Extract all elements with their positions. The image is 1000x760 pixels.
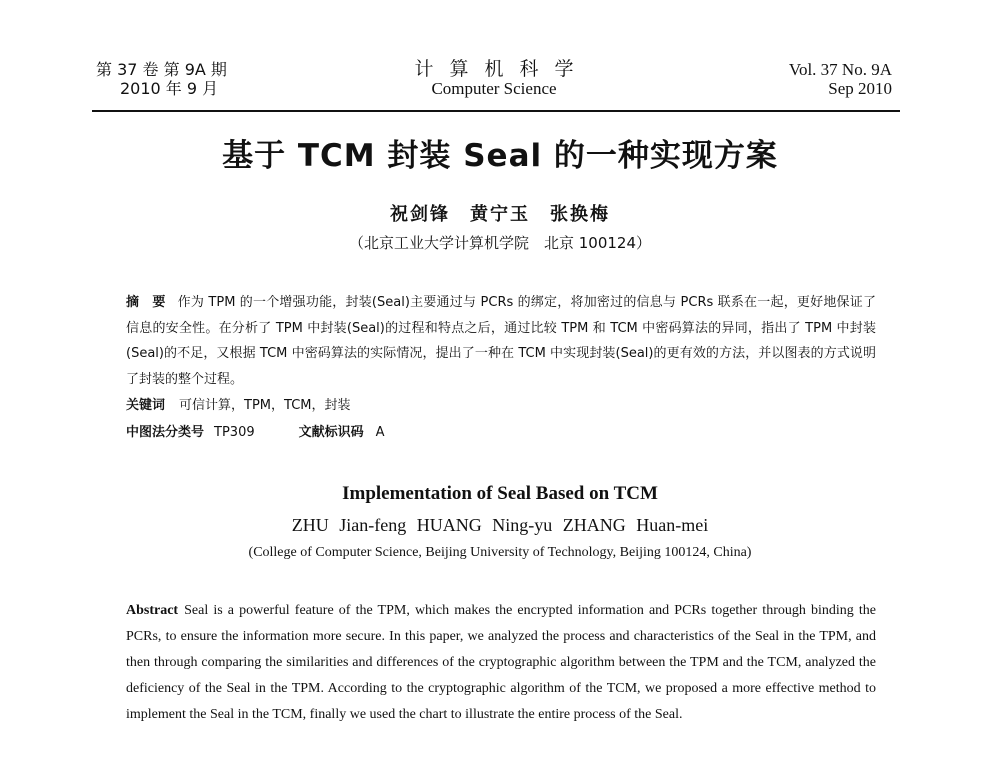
doc-code-label: 文献标识码 <box>298 425 364 440</box>
abstract-cn <box>126 290 876 392</box>
authors-cn: 祝剑锋 黄宁玉 张换梅 <box>390 204 610 225</box>
journal-name-en: Computer Science <box>431 79 557 98</box>
date-en: Sep 2010 <box>828 79 892 98</box>
header-center <box>398 60 589 98</box>
affiliation-en: (College of Computer Science, Beijing University of Technology, Beijing 100124, China) <box>248 545 752 560</box>
classification-cn <box>126 421 385 440</box>
volume-issue-cn: 第 37 卷 第 9A 期 <box>96 60 227 79</box>
abstract-en <box>126 598 876 728</box>
paper-title-en: Implementation of Seal Based on TCM <box>342 483 658 504</box>
clc-value: TP309 <box>214 425 255 440</box>
affiliation-cn: （北京工业大学计算机学院 北京 100124） <box>348 234 652 252</box>
running-header <box>96 60 892 110</box>
header-left <box>96 60 227 98</box>
date-cn: 2010 年 9 月 <box>120 79 219 98</box>
abstract-cn-label: 摘 要 <box>126 295 166 310</box>
keywords-cn-label: 关键词 <box>126 398 166 413</box>
abstract-en-text: Seal is a powerful feature of the TPM, which makes the encrypted information and PCRs together through binding the PCRs, to ensure the information more secure. In this paper, we analyzed the process and characteristics of the Seal in the TPM, and then through comparing the similarities and differences of the cryptographic algorithm between the TPM and the TCM, analyzed the deficiency of the Seal in the TPM. According to the cryptographic algorithm of the TCM, we proposed a more effective method to implement the Seal in the TCM, finally we used the chart to illustrate the entire process of the Seal. <box>126 603 876 722</box>
journal-name-cn: 计算机科学 <box>414 58 590 80</box>
authors-en: ZHU Jian-feng HUANG Ning-yu ZHANG Huan-mei <box>291 515 709 535</box>
abstract-cn-text: 作为 TPM 的一个增强功能，封装(Seal)主要通过与 PCRs 的绑定，将加密过的信息与 PCRs 联系在一起，更好地保证了信息的安全性。在分析了 TPM 中封装(Seal)的过程和特点之后，通过比较 TPM 和 TCM 中密码算法的异同，指出了 TPM 中封装(Seal)的不足，又根据 TCM 中密码算法的实际情况，提出了一种在 TCM 中实现封装(Seal)的更有效的方法，并以图表的方式说明了封装的整个过程。 <box>126 295 876 387</box>
header-rule <box>92 110 900 112</box>
clc-label: 中图法分类号 <box>126 425 205 440</box>
doc-code-value: A <box>375 425 385 440</box>
paper-title-cn: 基于 TCM 封装 Seal 的一种实现方案 <box>222 138 778 174</box>
abstract-en-label: Abstract <box>126 603 179 618</box>
header-right <box>789 60 892 98</box>
volume-issue-en: Vol. 37 No. 9A <box>788 60 892 79</box>
keywords-cn <box>126 394 351 413</box>
keywords-cn-text: 可信计算，TPM，TCM，封装 <box>179 398 351 413</box>
